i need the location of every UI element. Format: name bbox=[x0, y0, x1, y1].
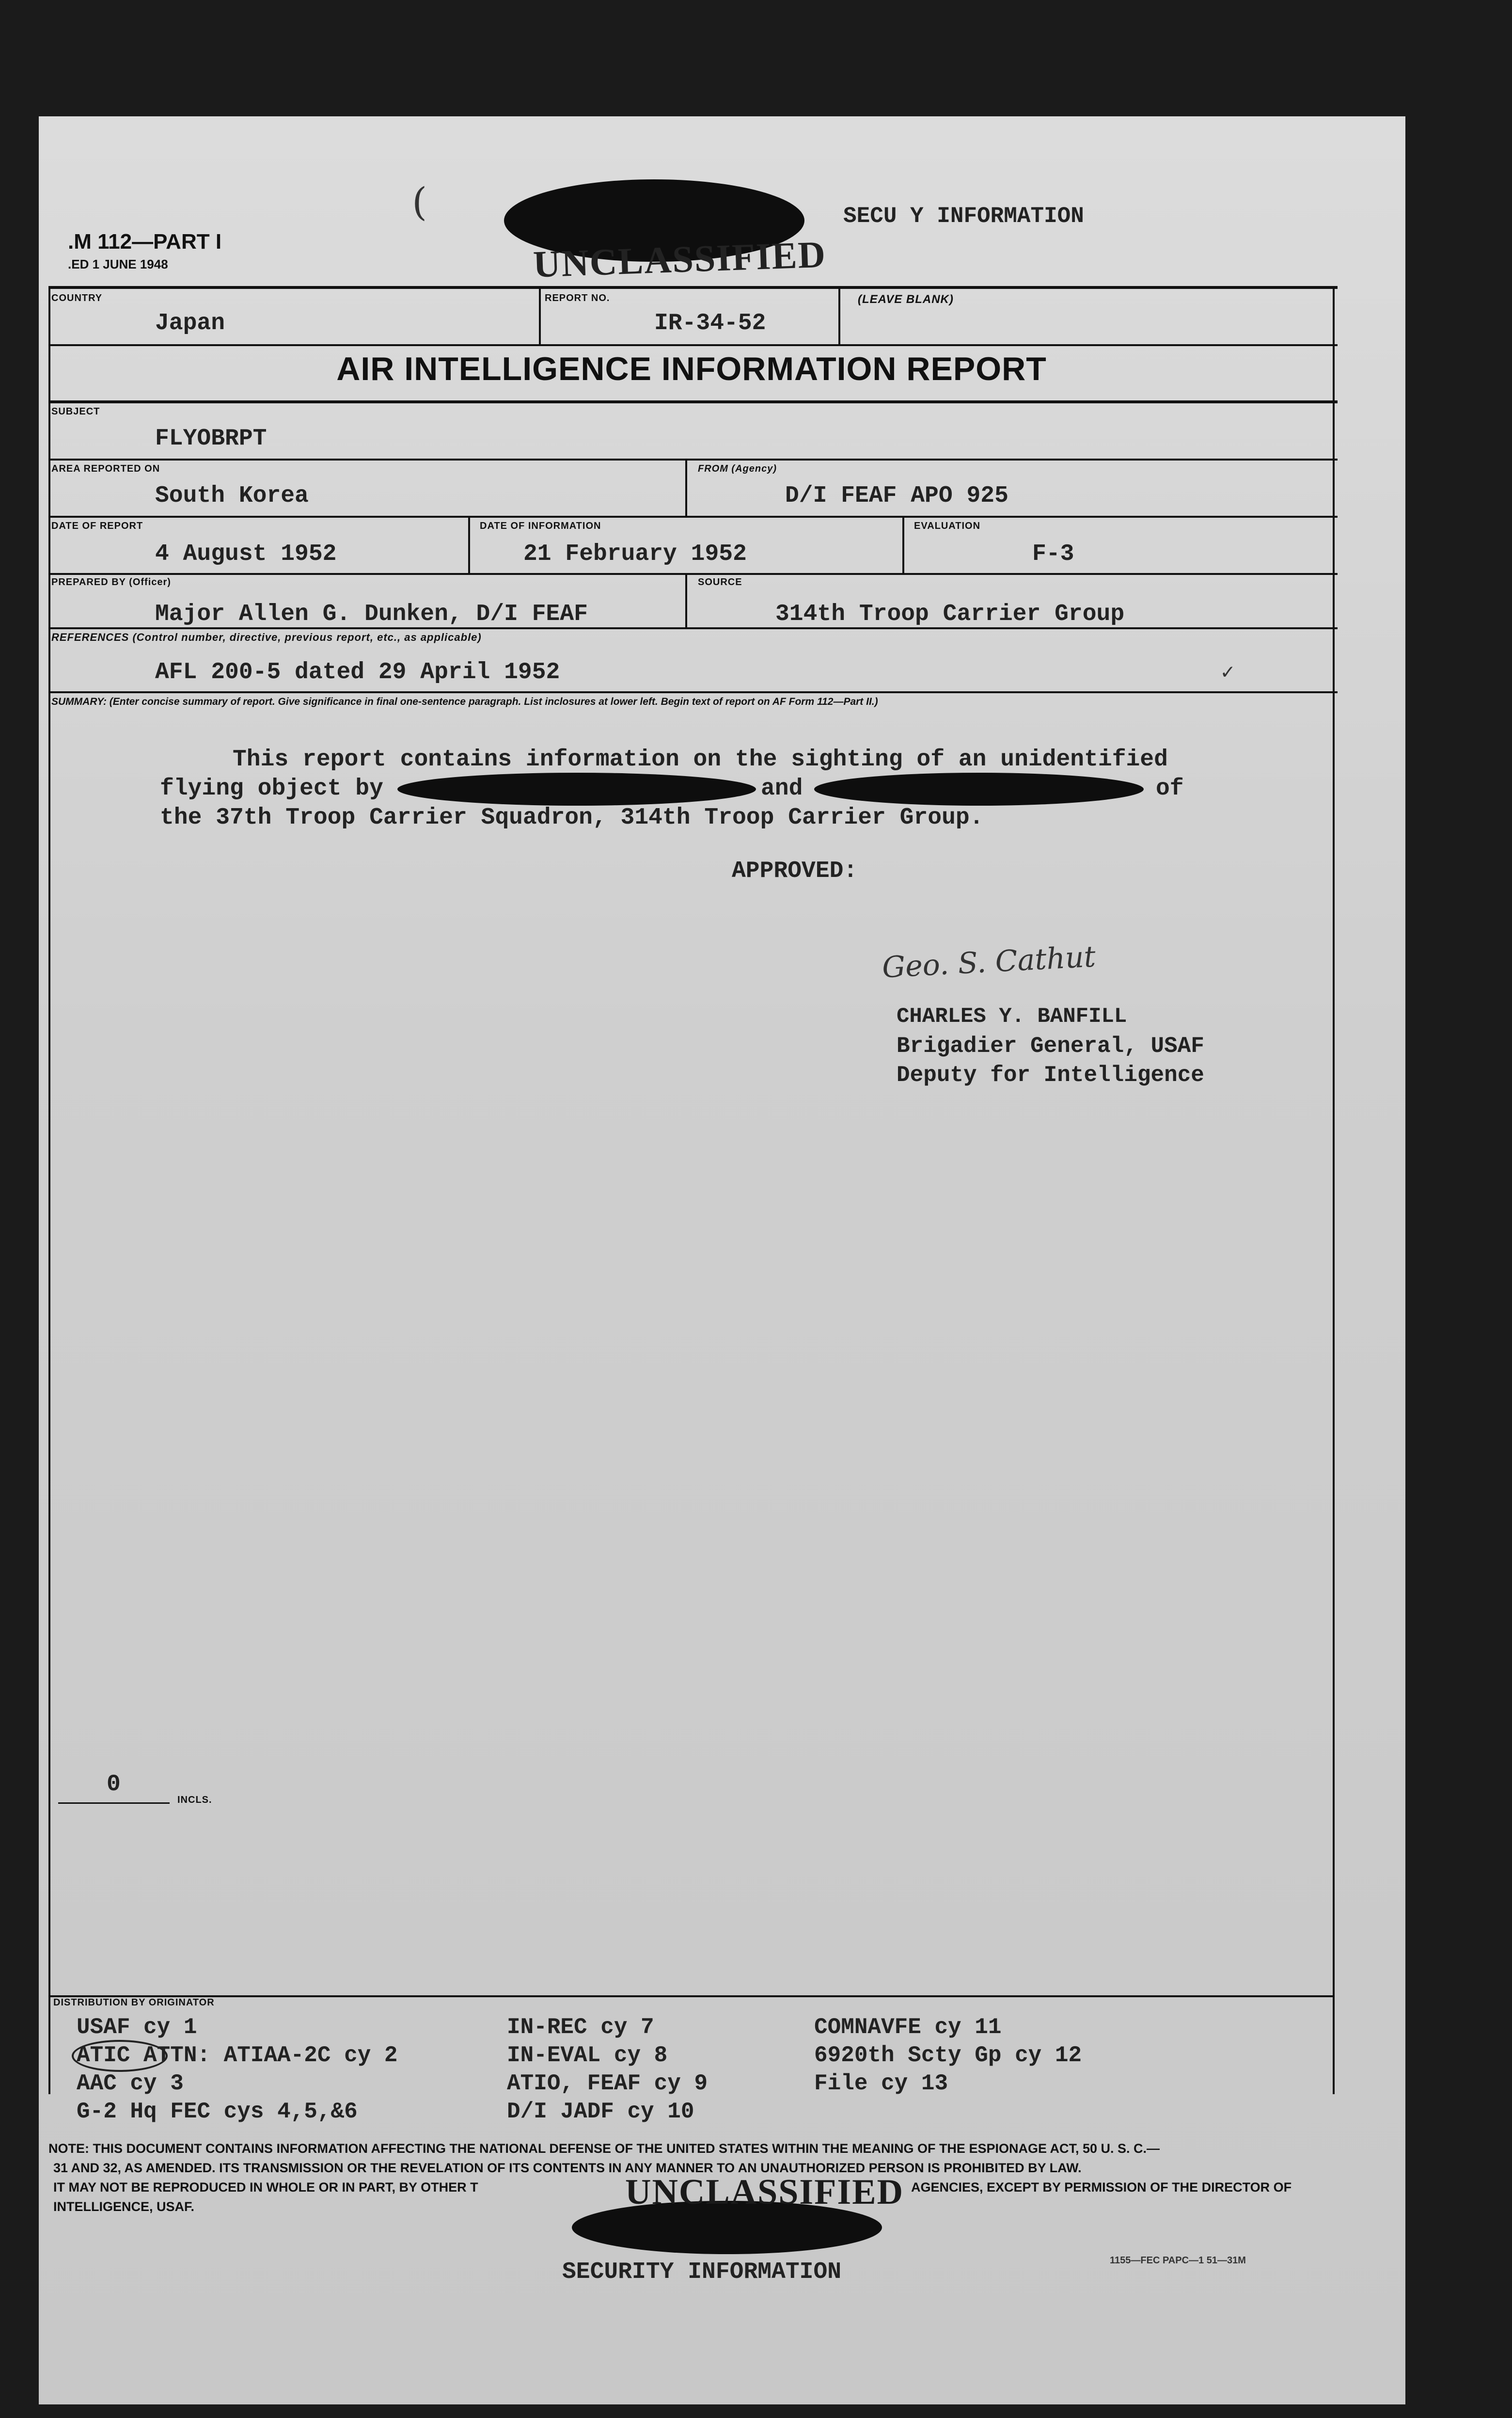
subject-value: FLYOBRPT bbox=[155, 426, 267, 452]
from-label: FROM (Agency) bbox=[698, 463, 777, 474]
form-top-border bbox=[48, 286, 1338, 289]
dist-col1-3: AAC cy 3 bbox=[77, 2071, 184, 2096]
source-value: 314th Troop Carrier Group bbox=[775, 601, 1125, 627]
signatory-name: CHARLES Y. BANFILL bbox=[897, 1004, 1127, 1029]
signature-image: Geo. S. Cathut bbox=[881, 939, 1097, 985]
body-line-1: This report contains information on the sighting of an unidentified bbox=[233, 747, 1168, 773]
date-report-label: DATE OF REPORT bbox=[51, 521, 143, 531]
body-line-2b: and bbox=[761, 776, 803, 802]
inclosure-label: INCLS. bbox=[177, 1795, 212, 1805]
prepared-value: Major Allen G. Dunken, D/I FEAF bbox=[155, 601, 588, 627]
check-mark: ✓ bbox=[1221, 661, 1234, 685]
area-label: AREA REPORTED ON bbox=[51, 463, 160, 474]
divider bbox=[48, 1995, 1335, 1997]
inclosure-line bbox=[58, 1802, 170, 1804]
dist-col1-2: ATIC ATTN: ATIAA-2C cy 2 bbox=[77, 2043, 398, 2068]
references-value: AFL 200-5 dated 29 April 1952 bbox=[155, 659, 560, 685]
prepared-label: PREPARED BY (Officer) bbox=[51, 577, 171, 588]
divider bbox=[468, 518, 470, 574]
redaction-name-1 bbox=[397, 773, 756, 806]
date-info-value: 21 February 1952 bbox=[523, 541, 747, 567]
signatory-title: Deputy for Intelligence bbox=[897, 1063, 1204, 1088]
divider bbox=[685, 575, 687, 628]
report-no-value: IR-34-52 bbox=[654, 310, 766, 336]
references-label: REFERENCES (Control number, directive, previous report, etc., as applicable) bbox=[51, 631, 482, 643]
atic-circle bbox=[72, 2040, 168, 2072]
inclosure-count: 0 bbox=[107, 1771, 121, 1798]
bottom-classification-stamp: UNCLASSIFIED bbox=[625, 2172, 904, 2212]
bracket-mark: ( bbox=[412, 179, 427, 224]
printer-mark: 1155—FEC PAPC—1 51—31M bbox=[1110, 2255, 1246, 2266]
note-line-2: 31 AND 32, AS AMENDED. ITS TRANSMISSION OR THE REVELATION OF ITS CONTENTS IN ANY MANNER TO AN UNAUTHORIZED PERSON IS PROHIBITED BY LAW. bbox=[53, 2161, 1082, 2175]
note-line-3: IT MAY NOT BE REPRODUCED IN WHOLE OR IN PART, BY OTHER T bbox=[53, 2180, 478, 2195]
dist-col2-4: D/I JADF cy 10 bbox=[507, 2099, 694, 2124]
security-info-footer: SECURITY INFORMATION bbox=[562, 2259, 842, 2285]
divider bbox=[48, 573, 1338, 575]
evaluation-label: EVALUATION bbox=[914, 521, 981, 531]
form-number: .M 112—PART I bbox=[68, 230, 222, 254]
report-title: AIR INTELLIGENCE INFORMATION REPORT bbox=[336, 350, 1047, 387]
leave-blank-label: (LEAVE BLANK) bbox=[858, 293, 954, 306]
evaluation-value: F-3 bbox=[1032, 541, 1074, 567]
body-line-3: the 37th Troop Carrier Squadron, 314th Troop Carrier Group. bbox=[160, 805, 984, 831]
note-line-1: NOTE: THIS DOCUMENT CONTAINS INFORMATION AFFECTING THE NATIONAL DEFENSE OF THE UNITED STATES WITHIN THE MEANING OF THE ESPIONAGE ACT, 50 U. S. C.— bbox=[48, 2141, 1160, 2156]
form-right-border bbox=[1333, 286, 1335, 703]
form-left-border bbox=[48, 286, 50, 703]
dist-col3-1: COMNAVFE cy 11 bbox=[814, 2015, 1002, 2040]
redaction-name-2 bbox=[814, 773, 1144, 806]
divider bbox=[685, 461, 687, 517]
approved-label: APPROVED: bbox=[732, 858, 858, 884]
dist-col1-1: USAF cy 1 bbox=[77, 2015, 197, 2040]
dist-col3-2: 6920th Scty Gp cy 12 bbox=[814, 2043, 1082, 2068]
note-line-3b: AGENCIES, EXCEPT BY PERMISSION OF THE DIRECTOR OF bbox=[911, 2180, 1292, 2195]
country-label: COUNTRY bbox=[51, 293, 103, 303]
from-value: D/I FEAF APO 925 bbox=[785, 483, 1008, 509]
note-line-4: INTELLIGENCE, USAF. bbox=[53, 2199, 195, 2214]
dist-col2-1: IN-REC cy 7 bbox=[507, 2015, 654, 2040]
form-left-border-lower bbox=[48, 703, 50, 2094]
body-line-2a: flying object by bbox=[160, 776, 383, 802]
divider bbox=[48, 516, 1338, 518]
divider bbox=[48, 627, 1338, 629]
signatory-rank: Brigadier General, USAF bbox=[897, 1034, 1204, 1059]
source-label: SOURCE bbox=[698, 577, 742, 588]
form-date: .ED 1 JUNE 1948 bbox=[68, 257, 168, 271]
area-value: South Korea bbox=[155, 483, 309, 509]
divider bbox=[48, 400, 1338, 403]
divider bbox=[838, 289, 840, 345]
divider bbox=[48, 459, 1338, 461]
subject-label: SUBJECT bbox=[51, 406, 100, 417]
divider bbox=[48, 691, 1338, 693]
dist-col2-2: IN-EVAL cy 8 bbox=[507, 2043, 668, 2068]
distribution-label: DISTRIBUTION BY ORIGINATOR bbox=[53, 1997, 215, 2008]
date-info-label: DATE OF INFORMATION bbox=[480, 521, 601, 531]
date-report-value: 4 August 1952 bbox=[155, 541, 337, 567]
country-value: Japan bbox=[155, 310, 225, 336]
classification-stamp: UNCLASSIFIED bbox=[532, 233, 827, 286]
security-info-header: SECU Y INFORMATION bbox=[843, 204, 1084, 229]
body-line-2c: of bbox=[1156, 776, 1184, 802]
report-no-label: REPORT NO. bbox=[545, 293, 610, 303]
divider bbox=[902, 518, 904, 574]
form-right-border-lower bbox=[1333, 703, 1335, 2094]
dist-col3-3: File cy 13 bbox=[814, 2071, 948, 2096]
dist-col2-3: ATIO, FEAF cy 9 bbox=[507, 2071, 708, 2096]
divider bbox=[48, 344, 1338, 346]
dist-col1-4: G-2 Hq FEC cys 4,5,&6 bbox=[77, 2099, 358, 2124]
divider bbox=[539, 289, 541, 345]
summary-label: SUMMARY: (Enter concise summary of report. Give significance in final one-sentence paragraph. List inclosures at lower left. Begin text of report on AF Form 112—Part II.) bbox=[51, 696, 878, 707]
